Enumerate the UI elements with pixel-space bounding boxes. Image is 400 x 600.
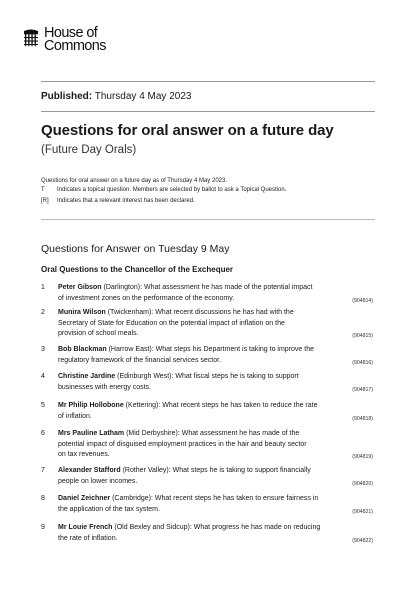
key-topical: [41, 185, 286, 196]
question-number: 4: [41, 373, 45, 380]
question-reference: (904818): [352, 415, 373, 422]
key-symbol: [R]: [41, 198, 49, 204]
divider: [41, 219, 375, 220]
question-text: [58, 429, 358, 461]
constituency: (Edinburgh West):: [115, 373, 176, 380]
member-name: Mrs Pauline Latham: [58, 430, 125, 437]
question-line: [58, 523, 358, 534]
question-line: businesses with energy costs.: [58, 383, 151, 391]
member-name: Munira Wilson: [58, 309, 106, 316]
question-text: [58, 523, 358, 544]
question-line: of inflation.: [58, 412, 92, 420]
question-line: [58, 283, 358, 294]
page-subtitle: (Future Day Orals): [41, 144, 137, 156]
question-number: 2: [41, 309, 45, 316]
question-reference: (904821): [352, 508, 373, 515]
member-name: Bob Blackman: [58, 346, 107, 353]
question-line: [58, 466, 358, 477]
question-text: [58, 372, 358, 393]
question-line-text: What assessment he has made of the potential impact: [143, 284, 313, 291]
key-description: Indicates that a relevant interest has been declared.: [57, 198, 195, 204]
question-line: potential impact of disguised employment practices in the hair and beauty sector: [58, 440, 307, 448]
section-heading: Questions for Answer on Tuesday 9 May: [41, 243, 230, 255]
question-line: on tax revenues.: [58, 451, 110, 458]
question-line: [58, 345, 358, 356]
question-line: the application of the tax system.: [58, 505, 160, 513]
question-number: 7: [41, 467, 45, 474]
constituency: (Darlington):: [101, 284, 144, 291]
question-reference: (904816): [352, 359, 373, 366]
question-line-text: What recent steps he has taken to reduce the rate: [162, 402, 318, 409]
published-date: Thursday 4 May 2023: [94, 91, 192, 102]
question-line: [58, 372, 358, 383]
question-reference: (904822): [352, 537, 373, 544]
logo-line-2: Commons: [44, 38, 106, 54]
question-line-text: What steps his Department is taking to improve the: [155, 346, 314, 353]
page-title: Questions for oral answer on a future day: [41, 122, 334, 139]
member-name: Daniel Zeichner: [58, 495, 111, 502]
question-line: regulatory framework of the financial services sector.: [58, 356, 222, 364]
question-text: [58, 466, 358, 487]
question-line: [58, 494, 358, 505]
published-line: [41, 91, 191, 103]
question-reference: (904820): [352, 480, 373, 487]
question-reference: (904819): [352, 454, 373, 460]
intro-text: Questions for oral answer on a future day as of Thursday 4 May 2023.: [41, 178, 227, 184]
question-line-text: What recent discussions he has had with the: [155, 309, 294, 316]
question-number: 8: [41, 495, 45, 502]
published-label: Published:: [41, 91, 93, 102]
member-name: Alexander Stafford: [58, 467, 121, 474]
key-description: Indicates a topical question. Members are selected by ballot to ask a Topical Question.: [57, 187, 287, 193]
constituency: (Rother Valley):: [120, 467, 173, 474]
question-text: [58, 345, 358, 366]
house-of-commons-logo: [21, 27, 106, 53]
divider: [41, 111, 375, 112]
question-text: [58, 494, 358, 515]
constituency: (Twickenham):: [105, 309, 156, 316]
portcullis-icon: [21, 28, 41, 48]
question-number: 9: [41, 524, 45, 531]
question-line: of investment zones on the performance of the economy.: [58, 294, 235, 302]
question-line: [58, 401, 358, 412]
key-relevant-interest: [41, 196, 195, 207]
question-line: the rate of inflation.: [58, 534, 118, 542]
logo-line-1: House of: [44, 25, 98, 41]
question-text: [58, 283, 358, 304]
question-line-text: What fiscal steps he is taking to support: [175, 373, 299, 380]
question-reference: (904815): [352, 333, 373, 339]
divider: [41, 81, 375, 82]
constituency: (Cambridge):: [110, 495, 155, 502]
constituency: (Harrow East):: [106, 346, 156, 353]
constituency: (Old Bexley and Sidcup):: [112, 524, 194, 531]
question-line-text: What assessment he has made of the: [181, 430, 300, 437]
member-name: Mr Louie French: [58, 524, 113, 531]
question-number: 1: [41, 284, 45, 291]
question-line: provision of school meals.: [58, 330, 139, 337]
question-line-text: What recent steps he has taken to ensure fairness in: [154, 495, 319, 502]
question-number: 5: [41, 402, 45, 409]
member-name: Peter Gibson: [58, 284, 102, 291]
question-line-text: What progress he has made on reducing: [193, 524, 321, 531]
question-text: [58, 308, 358, 340]
question-number: 3: [41, 346, 45, 353]
question-number: 6: [41, 430, 45, 437]
question-reference: (904817): [352, 386, 373, 393]
question-line: [58, 429, 358, 440]
constituency: (Mid Derbyshire):: [124, 430, 182, 437]
department-heading: Oral Questions to the Chancellor of the Exchequer: [41, 265, 234, 274]
constituency: (Kettering):: [123, 402, 163, 409]
question-line: people on lower incomes.: [58, 477, 138, 485]
question-reference: (904814): [352, 297, 373, 304]
question-line: [58, 308, 358, 319]
question-line: Secretary of State for Education on the potential impact of inflation on the: [58, 319, 285, 327]
key-symbol: T: [41, 187, 45, 193]
question-line-text: What steps he is taking to support financially: [172, 467, 311, 474]
member-name: Mr Philip Hollobone: [58, 402, 124, 409]
question-text: [58, 401, 358, 422]
member-name: Christine Jardine: [58, 373, 116, 380]
